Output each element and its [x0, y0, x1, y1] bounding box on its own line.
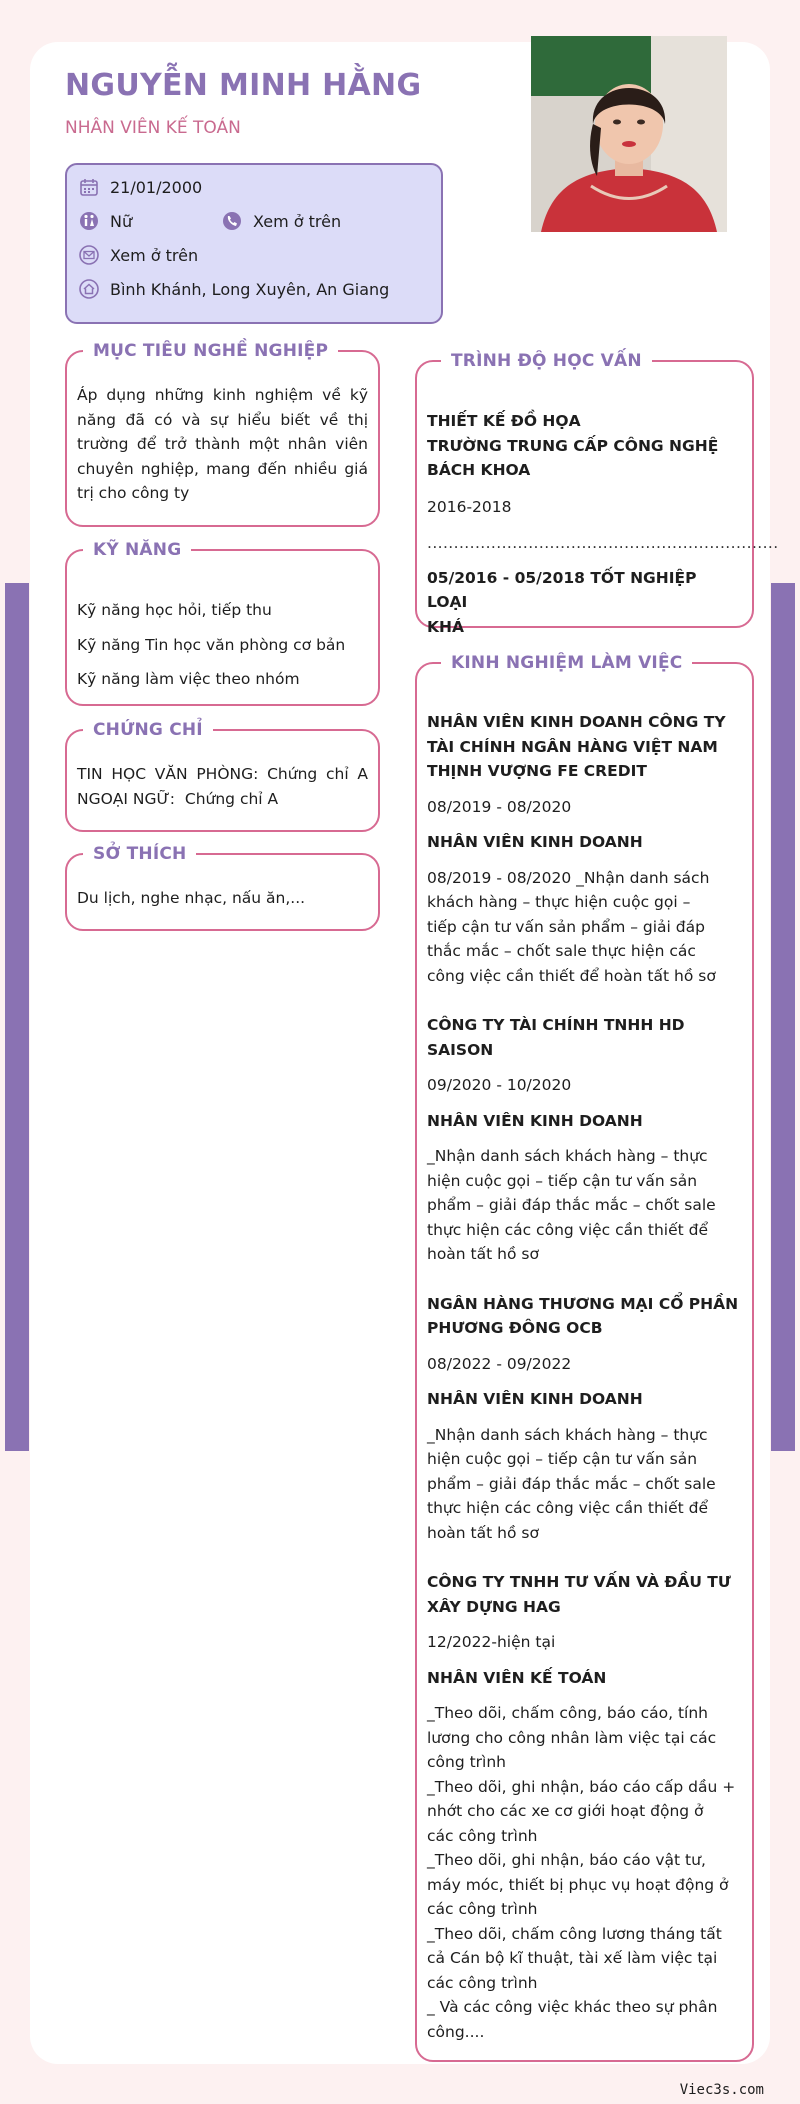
experience-description-line: phẩm – giải đáp thắc mắc – chốt sale — [427, 1196, 716, 1214]
experience-description — [427, 1701, 742, 2044]
experience-company: XÂY DỰNG HAG — [427, 1597, 561, 1616]
gender-row — [79, 211, 132, 231]
experience-description-line: thắc mắc – chốt sale thực hiện các — [427, 942, 696, 960]
experience-description-line: lương cho công nhân làm việc tại các — [427, 1728, 717, 1747]
experience-entry — [427, 1292, 742, 1546]
objective-section — [65, 341, 380, 527]
experience-description-line: _Theo dõi, chấm công lương tháng tất — [427, 1924, 722, 1943]
experience-company: PHƯƠNG ĐÔNG OCB — [427, 1319, 603, 1337]
certificates-title: CHỨNG CHỈ — [83, 718, 213, 742]
skill-item: Kỹ năng làm việc theo nhóm — [77, 670, 300, 688]
profile-photo-illustration — [531, 36, 727, 232]
experience-description-line: phẩm – giải đáp thắc mắc – chốt sale — [427, 1474, 716, 1493]
experience-description-line: hoàn tất hồ sơ — [427, 1523, 539, 1542]
envelope-icon — [79, 245, 99, 265]
skill-item: Kỹ năng Tin học văn phòng cơ bản — [77, 635, 346, 654]
phone-icon — [222, 211, 242, 231]
experience-role: NHÂN VIÊN KINH DOANH — [427, 1111, 643, 1130]
experience-description-line: các công trình — [427, 1973, 538, 1992]
experience-description-line: công trình — [427, 1753, 506, 1771]
certificate-it-text: TIN HỌC VĂN PHÒNG: Chứng chỉ A — [77, 765, 368, 783]
hobbies-section — [65, 844, 380, 931]
experience-role: NHÂN VIÊN KẾ TOÁN — [427, 1668, 607, 1687]
experience-company: SAISON — [427, 1040, 494, 1059]
certificate-it — [77, 762, 368, 787]
address-text: Bình Khánh, Long Xuyên, An Giang — [110, 279, 390, 299]
experience-description-line: công.... — [427, 2022, 485, 2041]
experience-company: CÔNG TY TNHH TƯ VẤN VÀ ĐẦU TƯ — [427, 1573, 731, 1591]
certificate-language: NGOẠI NGỮ: Chứng chỉ A — [77, 789, 279, 808]
certificates-section — [65, 720, 380, 832]
skills-list — [77, 598, 368, 692]
experience-description-line: máy móc, thiết bị phục vụ hoạt động ở — [427, 1875, 729, 1894]
objective-text: Áp dụng những kinh nghiệm về kỹ năng đã có và sự hiểu biết về thị trường để trở thành một nhân viên chuyên nghiệp, mang đến nhiều giá trị cho công ty — [77, 386, 368, 502]
experience-description-line: các công trình — [427, 1900, 538, 1918]
skill-item: Kỹ năng học hỏi, tiếp thu — [77, 601, 272, 619]
education-major: THIẾT KẾ ĐỒ HỌA — [427, 412, 581, 430]
dob-text: 21/01/2000 — [110, 177, 203, 197]
gender-icon — [79, 211, 99, 231]
experience-description-line: thực hiện các công việc cần thiết để — [427, 1220, 709, 1239]
dob-row — [79, 177, 202, 197]
experience-role: NHÂN VIÊN KINH DOANH — [427, 833, 643, 851]
education-body — [427, 409, 779, 639]
experience-description-line: cả Cán bộ kĩ thuật, tài xế làm việc tại — [427, 1949, 718, 1967]
left-side-band — [5, 583, 29, 1451]
education-school-cont: BÁCH KHOA — [427, 461, 531, 479]
education-dots: .................................................................. — [427, 534, 779, 552]
experience-company: TÀI CHÍNH NGÂN HÀNG VIỆT NAM — [427, 737, 718, 756]
education-result-cont: KHÁ — [427, 617, 464, 636]
experience-entry — [427, 710, 742, 988]
email-row — [79, 245, 198, 265]
education-school: TRƯỜNG TRUNG CẤP CÔNG NGHỆ — [427, 436, 719, 455]
phone-row — [222, 211, 341, 231]
experience-period: 09/2020 - 10/2020 — [427, 1076, 572, 1094]
experience-description — [427, 866, 742, 989]
experience-role: NHÂN VIÊN KINH DOANH — [427, 1390, 643, 1408]
experience-description-line: _Theo dõi, chấm công, báo cáo, tính — [427, 1704, 708, 1722]
experience-company: THỊNH VƯỢNG FE CREDIT — [427, 762, 647, 780]
education-section — [415, 351, 779, 636]
experience-description-line: _Nhận danh sách khách hàng – thực — [427, 1147, 708, 1165]
experience-company: NGÂN HÀNG THƯƠNG MẠI CỔ PHẦN — [427, 1294, 739, 1313]
right-side-band — [771, 583, 795, 1451]
candidate-job-title: NHÂN VIÊN KẾ TOÁN — [65, 118, 241, 138]
experience-description — [427, 1423, 742, 1546]
education-result: 05/2016 - 05/2018 TỐT NGHIỆP LOẠI — [427, 568, 697, 611]
gender-text: Nữ — [110, 211, 133, 231]
experience-description-line: _Nhận danh sách khách hàng – thực — [427, 1425, 708, 1444]
experience-title: KINH NGHIỆM LÀM VIỆC — [441, 651, 692, 675]
experience-description — [427, 1144, 742, 1267]
skills-section — [65, 540, 380, 706]
experience-company: NHÂN VIÊN KINH DOANH CÔNG TY — [427, 713, 726, 731]
phone-text: Xem ở trên — [253, 211, 342, 231]
email-text: Xem ở trên — [110, 245, 199, 265]
experience-period: 08/2022 - 09/2022 — [427, 1354, 572, 1373]
education-title: TRÌNH ĐỘ HỌC VẤN — [441, 349, 652, 373]
experience-description-line: _Theo dõi, ghi nhận, báo cáo cấp dầu + — [427, 1777, 736, 1796]
certificates-list — [77, 762, 368, 811]
experience-description-line: nhớt cho các xe cơ giới hoạt động ở — [427, 1802, 704, 1820]
experience-entry — [427, 1570, 742, 2044]
experience-description-line: khách hàng – thực hiện cuộc gọi – — [427, 893, 691, 911]
experience-description-line: hoàn tất hồ sơ — [427, 1245, 539, 1263]
experience-description-line: tiếp cận tư vấn sản phẩm – giải đáp — [427, 917, 705, 936]
hobbies-title: SỞ THÍCH — [83, 842, 196, 866]
profile-photo — [531, 36, 727, 232]
home-icon — [79, 279, 99, 299]
education-years: 2016-2018 — [427, 497, 512, 516]
candidate-name: NGUYỄN MINH HẰNG — [65, 68, 422, 103]
address-row — [79, 279, 389, 299]
site-credit: Viec3s.com — [679, 2082, 764, 2098]
experience-period: 12/2022-hiện tại — [427, 1633, 556, 1651]
calendar-icon — [79, 177, 99, 197]
experience-entry — [427, 1013, 742, 1267]
experience-description-line: _ Và các công việc khác theo sự phân — [427, 1998, 718, 2016]
experience-company: CÔNG TY TÀI CHÍNH TNHH HD — [427, 1016, 685, 1034]
experience-period: 08/2019 - 08/2020 — [427, 797, 572, 816]
experience-description-line: hiện cuộc gọi – tiếp cận tư vấn sản — [427, 1450, 698, 1468]
experience-description-line: 08/2019 - 08/2020 _Nhận danh sách — [427, 868, 710, 887]
experience-description-line: các công trình — [427, 1826, 538, 1845]
experience-description-line: thực hiện các công việc cần thiết để — [427, 1499, 709, 1517]
skills-title: KỸ NĂNG — [83, 538, 191, 562]
experience-description-line: hiện cuộc gọi – tiếp cận tư vấn sản — [427, 1171, 698, 1190]
experience-description-line: công việc cần thiết để hoàn tất hồ sơ — [427, 966, 716, 985]
experience-list — [427, 710, 742, 2069]
experience-description-line: _Theo dõi, ghi nhận, báo cáo vật tư, — [427, 1851, 706, 1869]
hobbies-text: Du lịch, nghe nhạc, nấu ăn,... — [77, 889, 306, 907]
objective-title: MỤC TIÊU NGHỀ NGHIỆP — [83, 339, 338, 363]
contact-info-box — [65, 163, 443, 324]
experience-section — [415, 653, 754, 2062]
